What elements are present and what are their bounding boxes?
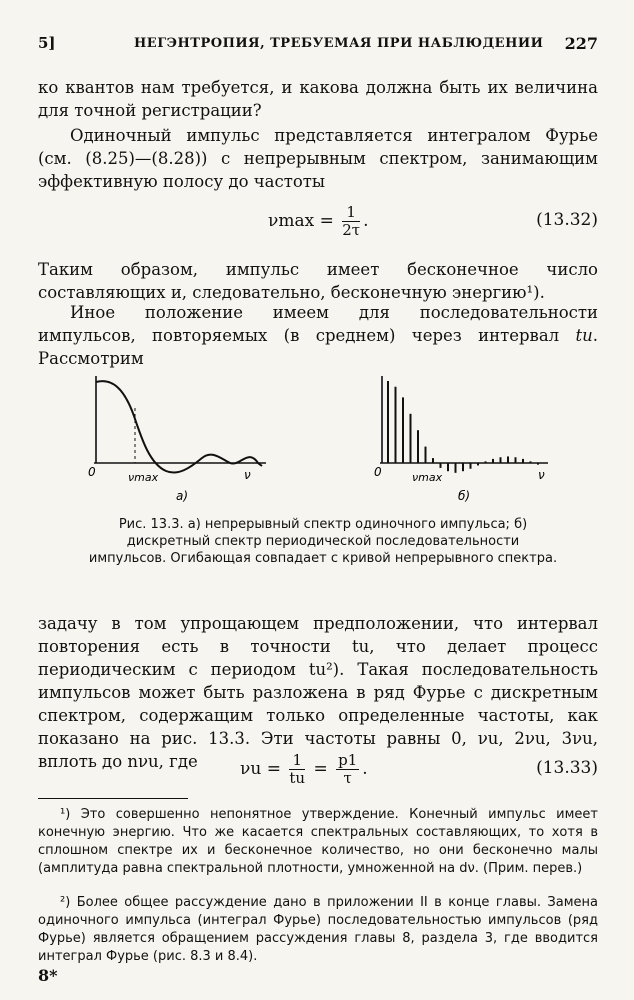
- eq2-equals-1: =: [266, 759, 281, 779]
- discrete-spectrum-bars: [388, 381, 538, 473]
- footnote-rule: [38, 798, 188, 799]
- paragraph-4: [38, 301, 598, 370]
- paragraph-4-text: Иное положение имеем для последовательности импульсов, повторяемых (в среднем) через интервал: [38, 303, 598, 345]
- paragraph-5: задачу в том упрощающем предположении, что интервал повторения есть в точности tu, что делает процесс периодическим с периодом tu²). Такая последовательность импульсов может быть разложена в ряд Фурье с дискретным спектром, содержащим только определенные частоты, как показано на рис. 13.3. Эти частоты равны 0, νu, 2νu, 3νu, вплоть до nνu, где: [38, 614, 598, 771]
- section-number: 5]: [38, 34, 56, 52]
- eq2-tail: .: [362, 759, 368, 779]
- equation-label-13-33: (13.33): [536, 758, 598, 778]
- figure-caption: Рис. 13.3. а) непрерывный спектр одиночного импульса; б) дискретный спектр периодической последовательности импульсов. Огибающая совпадает с кривой непрерывного спектра.: [88, 517, 558, 566]
- equation-13-32: [38, 200, 598, 239]
- footnote-2: ²) Более общее рассуждение дано в приложении II в конце главы. Замена одиночного импульса (интеграл Фурье) последовательностью импульсов (ряд Фурье) является обращением рассуждения главы 8, раздела 3, где вводится интеграл Фурье (рис. 8.3 и 8.4).: [38, 895, 598, 964]
- footnote-1: ¹) Это совершенно непонятное утверждение. Конечный импульс имеет конечную энергию. Что же касается спектральных составляющих, то хотя в сплошном спектре их и бесконечное количество, но они бесконечно малы (амплитуда равна спектральной плотности, умноженной на dν. (Прим. перев.): [38, 807, 598, 876]
- page-number: 227: [564, 34, 598, 53]
- left-vmax-label: νmax: [128, 471, 159, 484]
- interval-symbol: tu: [575, 326, 593, 345]
- figure-13-3: [80, 368, 560, 510]
- right-vmax-label: νmax: [412, 471, 443, 484]
- eq1-fraction: [342, 204, 360, 239]
- eq2-lhs: νu: [240, 759, 262, 779]
- left-panel-label: а): [176, 489, 189, 503]
- right-origin-label: 0: [374, 465, 382, 479]
- eq2-denominator-1: tu: [289, 769, 306, 787]
- eq1-lhs: νmax: [268, 211, 315, 231]
- eq2-fraction-1: [289, 752, 305, 787]
- signature-mark: 8*: [38, 966, 58, 985]
- figure-left-panel: [88, 376, 266, 503]
- equation-13-33: [38, 748, 598, 787]
- equation-label-13-32: (13.32): [536, 210, 598, 230]
- eq2-numerator-2: p1: [338, 751, 358, 769]
- left-origin-label: 0: [88, 465, 96, 479]
- paragraph-3: Таким образом, импульс имеет бесконечное число составляющих и, следовательно, бесконечную энергию¹).: [38, 260, 598, 302]
- eq1-numerator: 1: [342, 204, 360, 222]
- eq1-equals: =: [319, 211, 334, 231]
- right-panel-label: б): [458, 489, 471, 503]
- figure-right-panel: [374, 376, 548, 503]
- paragraph-4-end: . Рассмотрим: [38, 326, 598, 368]
- eq2-denominator-2: τ: [343, 769, 352, 787]
- paragraph-1: ко квантов нам требуется, и какова должна быть их величина для точной регистрации?: [38, 78, 598, 120]
- eq2-equals-2: =: [313, 759, 328, 779]
- eq1-tail: .: [363, 211, 369, 231]
- continuous-spectrum-curve: [96, 381, 262, 472]
- eq2-numerator-1: 1: [289, 752, 305, 770]
- running-title: НЕГЭНТРОПИЯ, ТРЕБУЕМАЯ ПРИ НАБЛЮДЕНИИ: [134, 36, 544, 51]
- left-nu-label: ν: [244, 468, 251, 482]
- running-header: [38, 34, 598, 56]
- right-nu-label: ν: [538, 468, 545, 482]
- eq2-fraction-2: [336, 752, 359, 787]
- eq1-denominator: 2τ: [342, 221, 361, 239]
- paragraph-2: Одиночный импульс представляется интегралом Фурье (см. (8.25)—(8.28)) с непрерывным спектром, занимающим эффективную полосу до частоты: [38, 126, 598, 191]
